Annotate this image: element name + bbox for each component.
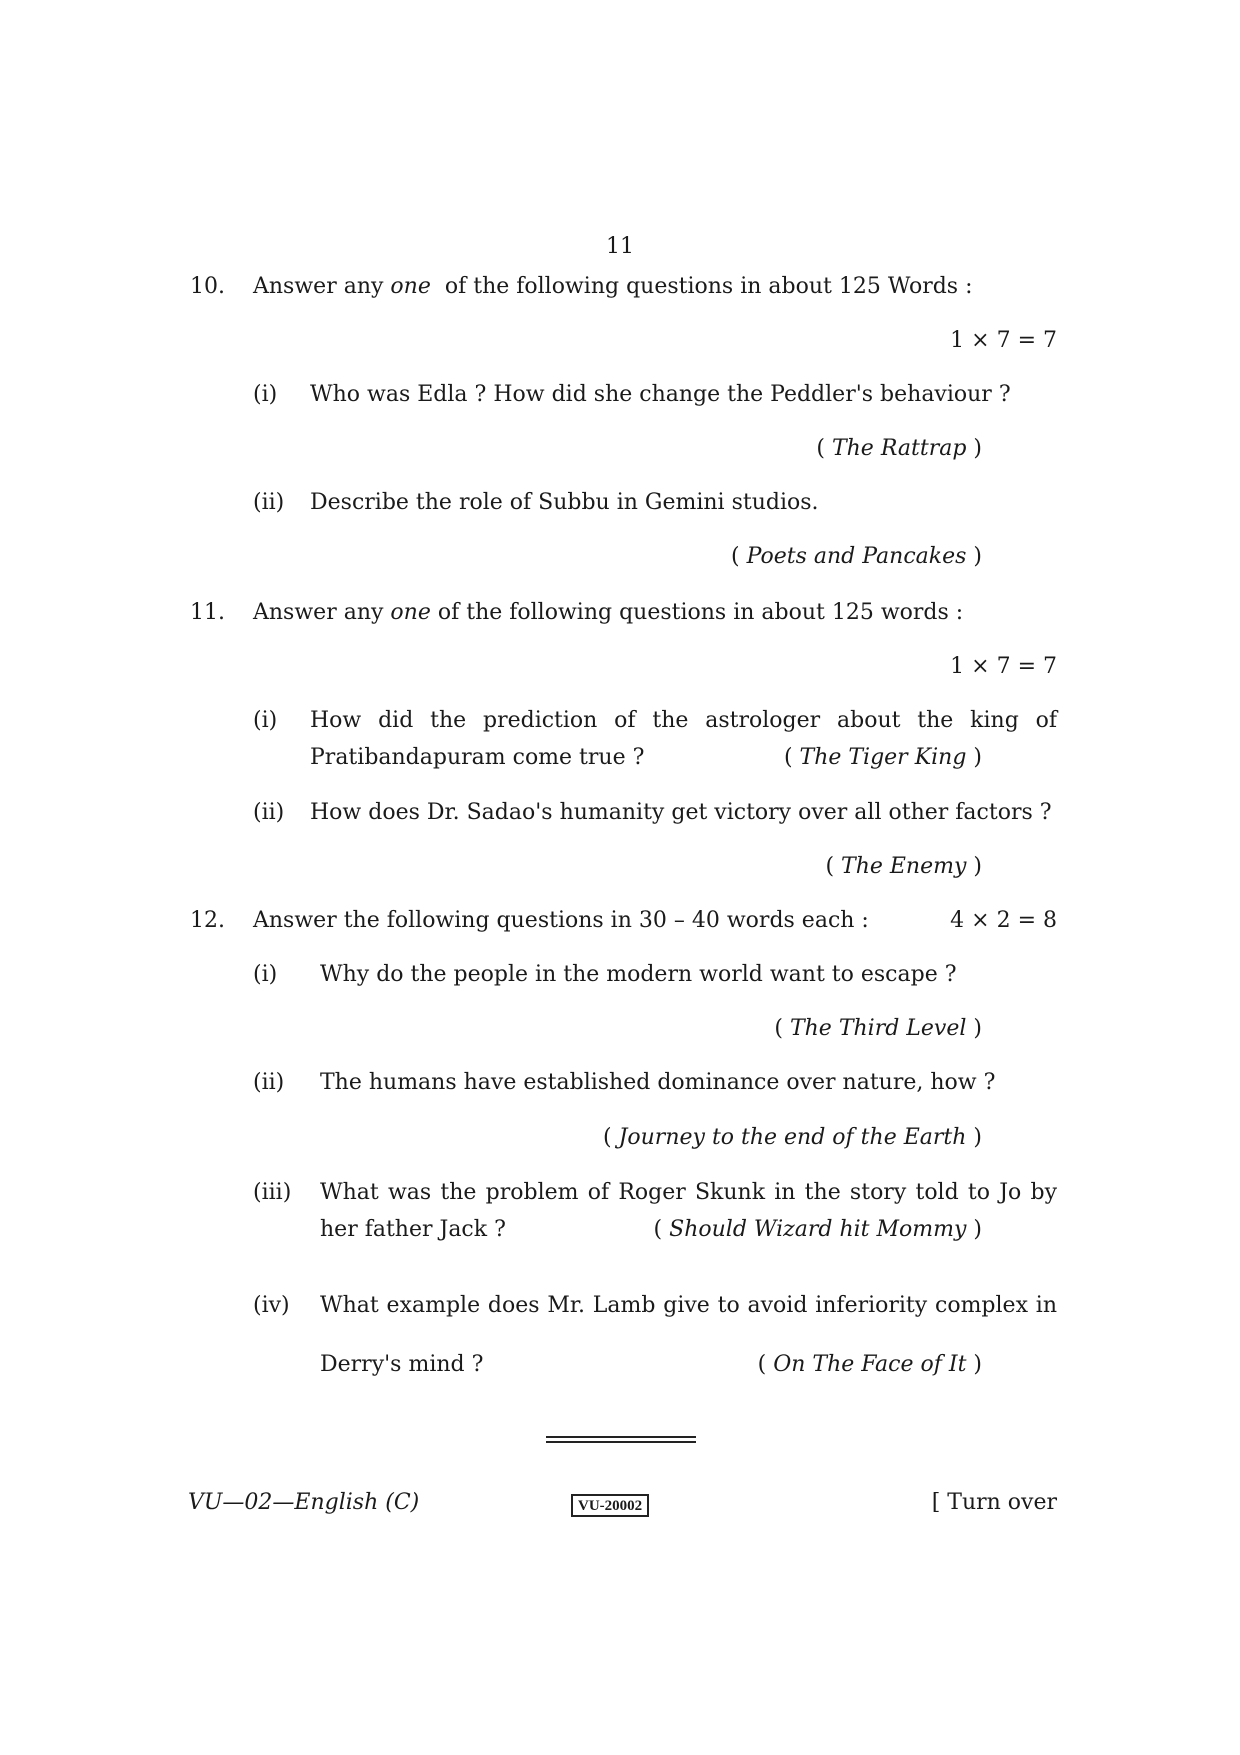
question-12-marks: 4 × 2 = 8: [950, 908, 1057, 933]
question-11-ii-label: (ii): [253, 800, 285, 825]
question-12-iv-text-line2: Derry's mind ?: [320, 1352, 484, 1377]
question-10-marks: 1 × 7 = 7: [950, 328, 1057, 353]
question-11-i-text-line2: Pratibandapuram come true ?: [310, 745, 645, 770]
question-10-i-label: (i): [253, 382, 278, 407]
question-12-ii-label: (ii): [253, 1070, 285, 1095]
question-12-number: 12.: [190, 908, 225, 933]
question-12-iii-text-line1: What was the problem of Roger Skunk in the story told to Jo by: [320, 1180, 1057, 1205]
question-10-ii-label: (ii): [253, 490, 285, 515]
question-10-instruction: Answer any one of the following questions in about 125 Words :: [253, 274, 973, 299]
question-12-i-source: ( The Third Level ): [774, 1016, 982, 1041]
question-12-iv-source: ( On The Face of It ): [757, 1352, 982, 1377]
question-11-i-source: ( The Tiger King ): [783, 745, 982, 770]
question-10-number: 10.: [190, 274, 225, 299]
question-11-ii-source: ( The Enemy ): [825, 854, 982, 879]
question-11-i-text-line1: How did the prediction of the astrologer about the king of: [310, 708, 1057, 733]
question-10-ii-source: ( Poets and Pancakes ): [731, 544, 982, 569]
question-12-iv-label: (iv): [253, 1293, 290, 1318]
footer-paper-code: VU—02—English (C): [188, 1490, 420, 1515]
question-12-i-text: Why do the people in the modern world want to escape ?: [320, 962, 957, 987]
question-11-marks: 1 × 7 = 7: [950, 654, 1057, 679]
page-number: 11: [606, 234, 634, 259]
question-12-i-label: (i): [253, 962, 278, 987]
question-11-instruction: Answer any one of the following questions in about 125 words :: [253, 600, 964, 625]
question-11-i-label: (i): [253, 708, 278, 733]
question-12-iv-text-line1: What example does Mr. Lamb give to avoid inferiority complex in: [320, 1293, 1057, 1318]
question-12-ii-text: The humans have established dominance over nature, how ?: [320, 1070, 996, 1095]
end-of-questions-divider: [546, 1436, 696, 1443]
question-11-ii-text: How does Dr. Sadao's humanity get victory over all other factors ?: [310, 800, 1052, 825]
question-11-number: 11.: [190, 600, 225, 625]
footer-question-code-box: VU-20002: [571, 1494, 649, 1517]
question-12-iii-text-line2: her father Jack ?: [320, 1217, 506, 1242]
question-12-iii-label: (iii): [253, 1180, 292, 1205]
question-12-iii-source: ( Should Wizard hit Mommy ): [653, 1217, 982, 1242]
question-10-ii-text: Describe the role of Subbu in Gemini studios.: [310, 490, 819, 515]
question-12-instruction: Answer the following questions in 30 – 40 words each :: [253, 908, 869, 933]
question-12-ii-source: ( Journey to the end of the Earth ): [603, 1125, 982, 1150]
question-10-i-source: ( The Rattrap ): [816, 436, 982, 461]
footer-turn-over: [ Turn over: [931, 1490, 1057, 1515]
question-10-i-text: Who was Edla ? How did she change the Peddler's behaviour ?: [310, 382, 1011, 407]
